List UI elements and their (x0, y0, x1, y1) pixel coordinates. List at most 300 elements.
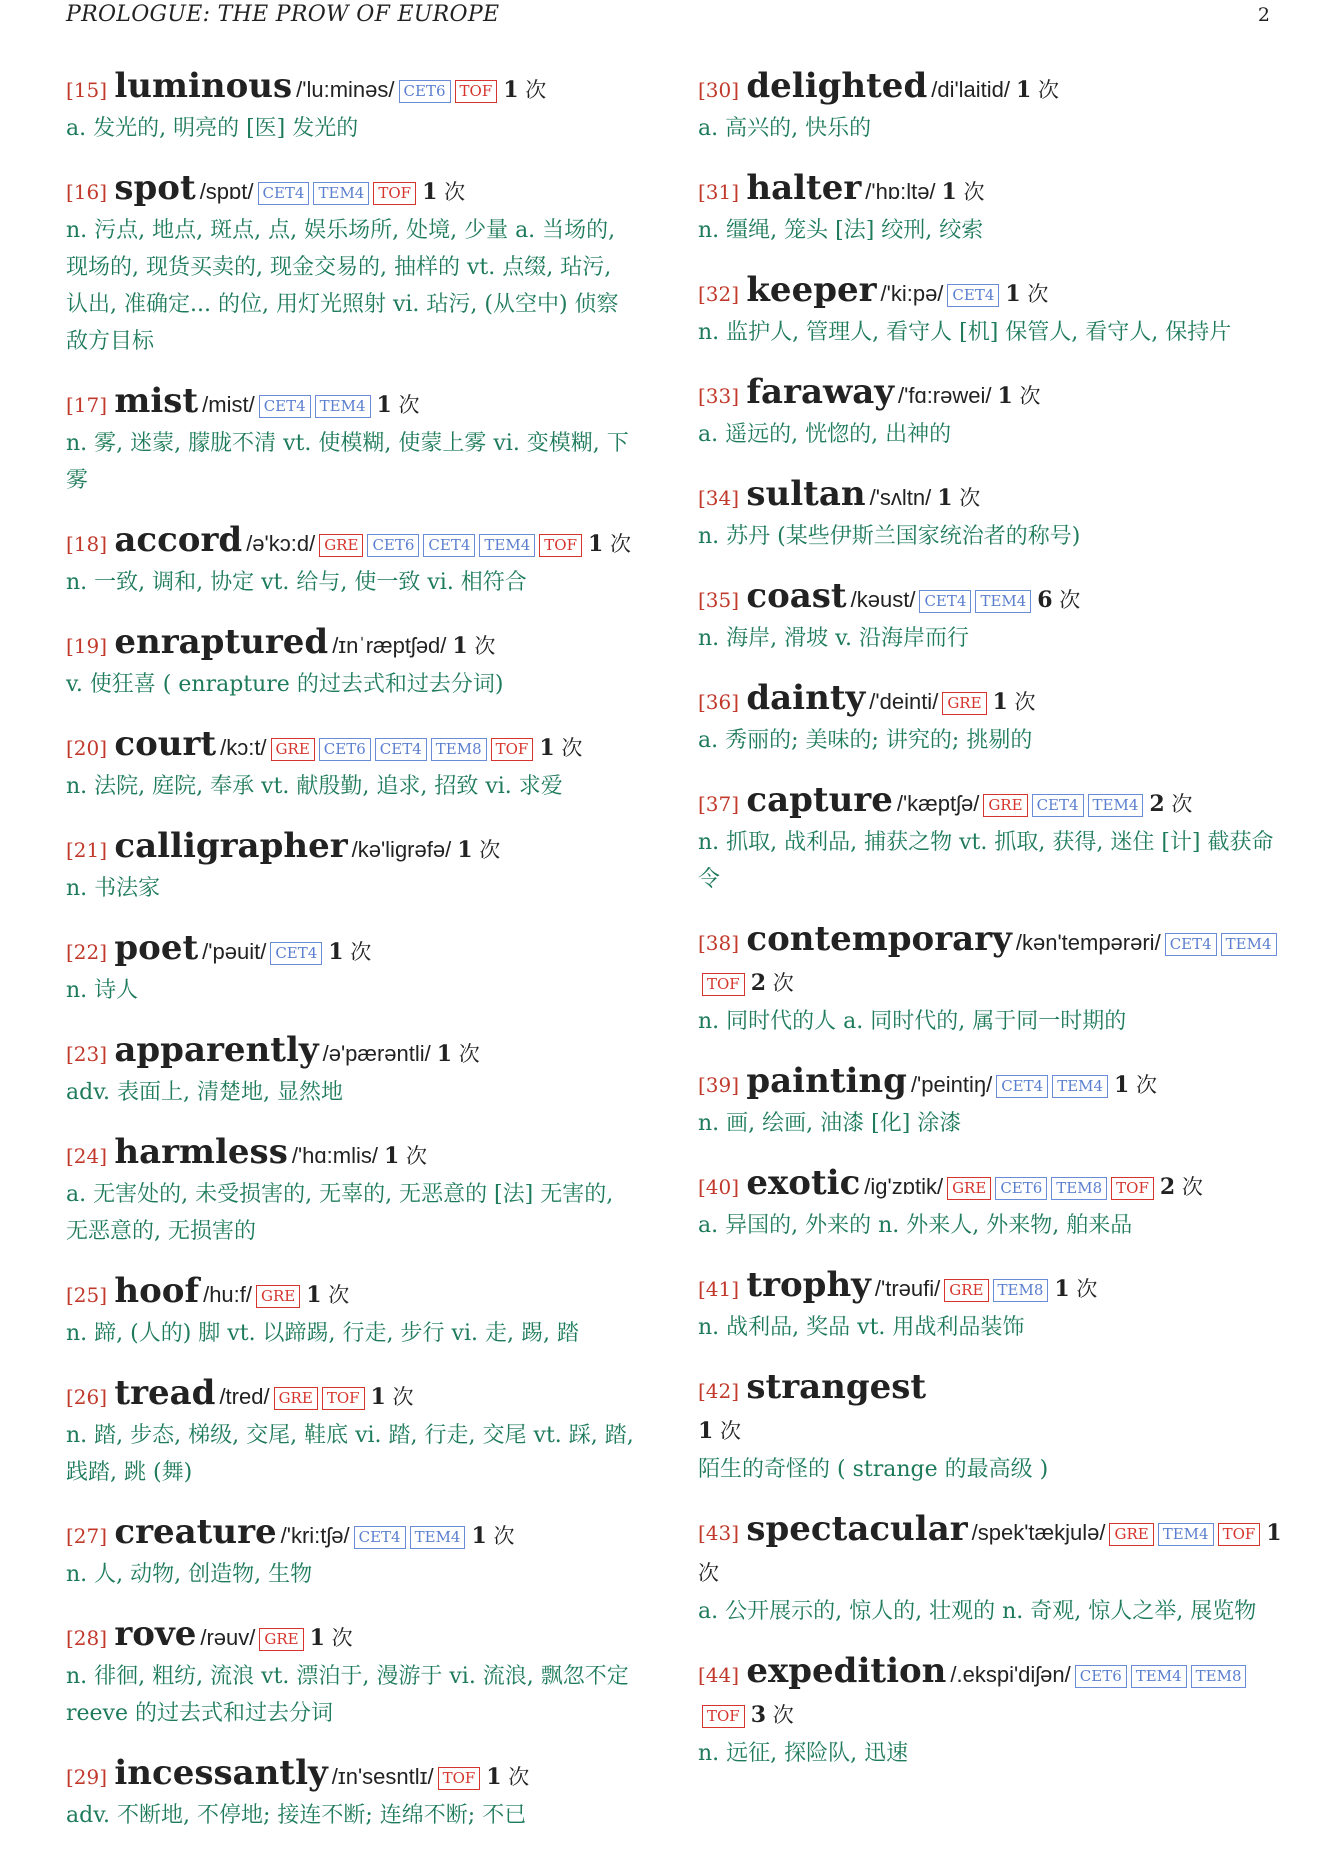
frequency (452, 634, 495, 658)
pronunciation: /mist/ (202, 392, 255, 417)
entry-number: [22] (66, 940, 108, 964)
entry-headline (66, 826, 638, 870)
frequency-count: 1 (436, 1041, 453, 1067)
exam-tag: TOF (455, 80, 498, 103)
vocab-entry (66, 1614, 638, 1732)
frequency-unit: 次 (1059, 588, 1081, 612)
exam-tag: CET4 (919, 590, 971, 613)
pronunciation: /'hɒ:ltə/ (865, 179, 936, 204)
frequency (1149, 792, 1192, 816)
headword: trophy (746, 1265, 871, 1305)
exam-tag: CET4 (259, 395, 311, 418)
frequency-unit: 次 (959, 486, 981, 510)
exam-tag: CET6 (367, 534, 419, 557)
pronunciation: /'hɑ:mlis/ (291, 1143, 378, 1168)
exam-tag: GRE (983, 794, 1027, 817)
headword: sultan (746, 474, 866, 514)
frequency (1054, 1277, 1097, 1301)
definition: n. 雾, 迷蒙, 朦胧不清 vt. 使模糊, 使蒙上雾 vi. 变模糊, 下雾 (66, 431, 629, 493)
entry-headline (66, 168, 638, 212)
running-header-title: PROLOGUE: THE PROW OF EUROPE (66, 2, 500, 27)
frequency-unit: 次 (1019, 384, 1041, 408)
frequency (437, 1042, 480, 1066)
headword: calligrapher (114, 826, 348, 866)
frequency (422, 180, 465, 204)
frequency-unit: 次 (493, 1524, 515, 1548)
headword: coast (746, 576, 847, 616)
frequency (539, 736, 582, 760)
headword: capture (746, 780, 893, 820)
frequency-unit: 次 (1136, 1073, 1158, 1097)
exam-tag: GRE (271, 738, 315, 761)
frequency-unit: 次 (772, 1703, 794, 1727)
vocab-entry (66, 1753, 638, 1834)
pronunciation: /kən'tempərəri/ (1015, 930, 1161, 955)
vocab-entry (698, 678, 1282, 759)
exam-tag: TOF (1218, 1523, 1261, 1546)
exam-tag: CET4 (270, 942, 322, 965)
definition: n. 画, 绘画, 油漆 [化] 涂漆 (698, 1111, 962, 1136)
entry-number: [18] (66, 532, 108, 556)
definition: adv. 表面上, 清楚地, 显然地 (66, 1080, 343, 1105)
vocab-entry (66, 520, 638, 601)
frequency-count: 1 (309, 1625, 325, 1651)
entry-number: [38] (698, 931, 740, 955)
exam-tag: GRE (274, 1387, 318, 1410)
pronunciation: /ə'pærəntli/ (322, 1041, 431, 1066)
frequency (751, 971, 794, 995)
entry-number: [26] (66, 1385, 108, 1409)
definition: n. 战利品, 奖品 vt. 用战利品装饰 (698, 1315, 1025, 1340)
exam-tag: GRE (1109, 1523, 1153, 1546)
exam-tag: TOF (539, 534, 582, 557)
pronunciation: /'deinti/ (869, 689, 939, 714)
frequency-unit: 次 (1181, 1175, 1203, 1199)
frequency-count: 2 (1149, 791, 1165, 817)
exam-tag: TOF (702, 973, 745, 996)
frequency-count: 1 (452, 633, 468, 659)
frequency-count: 1 (1266, 1520, 1282, 1546)
frequency-unit: 次 (458, 1042, 480, 1066)
page-number: 2 (1257, 4, 1270, 26)
vocab-entry (66, 1373, 638, 1491)
vocab-entry (698, 1651, 1282, 1772)
headword: expedition (746, 1651, 947, 1691)
entry-number: [27] (66, 1524, 108, 1548)
headword: enraptured (114, 622, 329, 662)
vocab-entry (698, 372, 1282, 453)
exam-tag: TEM4 (1221, 933, 1277, 956)
definition: 陌生的奇怪的 ( strange 的最高级 ) (698, 1457, 1049, 1482)
exam-tag: TEM4 (479, 534, 535, 557)
frequency (503, 78, 546, 102)
definition: n. 法院, 庭院, 奉承 vt. 献殷勤, 追求, 招致 vi. 求爱 (66, 774, 563, 799)
headword: luminous (114, 66, 293, 106)
pronunciation: /'sʌltn/ (869, 485, 932, 510)
frequency-count: 1 (937, 485, 953, 511)
pronunciation: /.ekspi'diʃən/ (950, 1662, 1071, 1687)
definition: n. 海岸, 滑坡 v. 沿海岸而行 (698, 626, 969, 651)
entry-number: [28] (66, 1626, 108, 1650)
frequency (1005, 282, 1048, 306)
headword: harmless (114, 1132, 288, 1172)
definition: v. 使狂喜 ( enrapture 的过去式和过去分词) (66, 672, 504, 697)
headword: dainty (746, 678, 866, 718)
frequency-count: 1 (941, 179, 957, 205)
headword: delighted (746, 66, 928, 106)
pronunciation: /ə'kɔ:d/ (246, 531, 316, 556)
entry-headline (698, 576, 1282, 620)
frequency-count: 1 (1005, 281, 1021, 307)
vocab-entry (66, 381, 638, 499)
vocab-entry (66, 1030, 638, 1111)
frequency-unit: 次 (1014, 690, 1036, 714)
frequency (306, 1283, 349, 1307)
pronunciation: /kɔ:t/ (220, 735, 267, 760)
headword: painting (746, 1061, 907, 1101)
frequency-count: 1 (587, 531, 604, 557)
pronunciation: /hu:f/ (203, 1282, 252, 1307)
pronunciation: /'kri:tʃə/ (280, 1523, 350, 1548)
frequency-unit: 次 (474, 634, 496, 658)
frequency-count: 1 (486, 1764, 502, 1790)
vocab-entry (698, 1061, 1282, 1142)
exam-tag: TEM8 (1191, 1665, 1247, 1688)
definition: n. 远征, 探险队, 迅速 (698, 1741, 909, 1766)
headword: accord (114, 520, 243, 560)
frequency (1160, 1175, 1203, 1199)
exam-tag: TOF (1111, 1177, 1154, 1200)
frequency-unit: 次 (328, 1283, 350, 1307)
frequency-count: 3 (750, 1702, 767, 1728)
frequency-unit: 次 (1171, 792, 1193, 816)
vocab-entry (698, 66, 1282, 147)
vocab-entry (66, 168, 638, 360)
frequency (486, 1765, 529, 1789)
entry-headline (66, 520, 638, 564)
definition: n. 同时代的人 a. 同时代的, 属于同一时期的 (698, 1009, 1127, 1034)
pronunciation: /'fɑ:rəwei/ (898, 383, 992, 408)
definition: n. 污点, 地点, 斑点, 点, 娱乐场所, 处境, 少量 a. 当场的, 现场的, 现货买卖的, 现金交易的, 抽样的 vt. 点缀, 玷污, 认出, 准确定... 的位, 用灯光照射 vi. 玷污, (从空中) 侦察敌方目标 (66, 218, 619, 354)
pronunciation: /kə'ligrəfə/ (351, 837, 452, 862)
exam-tag: CET6 (319, 738, 371, 761)
entry-number: [43] (698, 1521, 740, 1545)
frequency (471, 1524, 514, 1548)
pronunciation: /'ki:pə/ (880, 281, 944, 306)
definition: a. 异国的, 外来的 n. 外来人, 外来物, 舶来品 (698, 1213, 1133, 1238)
frequency-count: 1 (422, 179, 438, 205)
headword: contemporary (746, 919, 1012, 959)
entry-number: [20] (66, 736, 108, 760)
frequency-count: 1 (992, 689, 1008, 715)
entry-number: [17] (66, 393, 108, 417)
entry-headline (698, 780, 1282, 824)
definition: n. 抓取, 战利品, 捕获之物 vt. 抓取, 获得, 迷住 [计] 截获命令 (698, 830, 1274, 892)
entry-headline (698, 1265, 1282, 1309)
definition: n. 一致, 调和, 协定 vt. 给与, 使一致 vi. 相符合 (66, 570, 527, 595)
frequency-count: 1 (457, 837, 473, 863)
entry-number: [31] (698, 180, 740, 204)
definition: n. 蹄, (人的) 脚 vt. 以蹄踢, 行走, 步行 vi. 走, 踢, 踏 (66, 1321, 579, 1346)
entry-number: [40] (698, 1175, 740, 1199)
definition: a. 秀丽的; 美味的; 讲究的; 挑剔的 (698, 728, 1033, 753)
entry-number: [23] (66, 1042, 108, 1066)
exam-tag: CET4 (996, 1075, 1048, 1098)
vocab-entry (698, 474, 1282, 555)
headword: halter (746, 168, 862, 208)
entry-headline (698, 66, 1282, 110)
entry-headline (66, 66, 638, 110)
entry-headline (698, 678, 1282, 722)
headword: court (114, 724, 217, 764)
frequency-unit: 次 (698, 1561, 719, 1585)
exam-tag: TEM8 (1051, 1177, 1107, 1200)
exam-tag: TEM4 (975, 590, 1031, 613)
frequency (588, 532, 631, 556)
exam-tag: TEM4 (315, 395, 371, 418)
headword: keeper (746, 270, 877, 310)
frequency (1016, 78, 1059, 102)
pronunciation: /kəust/ (850, 587, 916, 612)
entry-headline (698, 1367, 1282, 1451)
definition: adv. 不断地, 不停地; 接连不断; 连绵不断; 不已 (66, 1803, 527, 1828)
frequency-unit: 次 (331, 1626, 353, 1650)
frequency-unit: 次 (561, 736, 583, 760)
entry-headline (698, 1163, 1282, 1207)
exam-tag: CET6 (995, 1177, 1047, 1200)
frequency-count: 1 (503, 77, 519, 103)
entry-number: [44] (698, 1663, 740, 1687)
entry-number: [35] (698, 588, 740, 612)
headword: hoof (114, 1271, 200, 1311)
entry-headline (698, 1061, 1282, 1105)
frequency (751, 1703, 794, 1727)
frequency-unit: 次 (444, 180, 466, 204)
frequency-unit: 次 (609, 532, 631, 556)
exam-tag: TEM4 (1088, 794, 1144, 817)
definition: n. 监护人, 管理人, 看守人 [机] 保管人, 看守人, 保持片 (698, 320, 1232, 345)
exam-tag: TEM4 (1052, 1075, 1108, 1098)
entry-number: [21] (66, 838, 108, 862)
definition: n. 缰绳, 笼头 [法] 绞刑, 绞索 (698, 218, 984, 243)
vocab-entry (698, 168, 1282, 249)
exam-tag: GRE (256, 1285, 300, 1308)
exam-tag: TOF (702, 1705, 745, 1728)
entry-number: [19] (66, 634, 108, 658)
pronunciation: /di'laitid/ (931, 77, 1011, 102)
left-column (66, 66, 638, 1855)
frequency-unit: 次 (405, 1144, 427, 1168)
frequency-count: 2 (1159, 1174, 1176, 1200)
frequency-unit: 次 (392, 1385, 414, 1409)
exam-tag: TOF (322, 1387, 365, 1410)
entry-number: [41] (698, 1277, 740, 1301)
definition: n. 苏丹 (某些伊斯兰国家统治者的称号) (698, 524, 1081, 549)
frequency (942, 180, 985, 204)
frequency-count: 6 (1037, 587, 1053, 613)
pronunciation: /'peintiŋ/ (910, 1072, 993, 1097)
entry-headline (698, 372, 1282, 416)
frequency-unit: 次 (350, 940, 372, 964)
entry-headline (66, 1753, 638, 1797)
frequency (937, 486, 980, 510)
exam-tag: TEM8 (993, 1279, 1049, 1302)
exam-tag: TEM4 (1131, 1665, 1187, 1688)
entry-headline (66, 1132, 638, 1176)
pronunciation: /'lu:minəs/ (296, 77, 395, 102)
headword: apparently (114, 1030, 319, 1070)
right-column (698, 66, 1282, 1793)
pronunciation: /tred/ (219, 1384, 270, 1409)
definition: n. 徘徊, 粗纺, 流浪 vt. 漂泊于, 漫游于 vi. 流浪, 飘忽不定 reeve 的过去式和过去分词 (66, 1664, 629, 1726)
exam-tag: GRE (944, 1279, 988, 1302)
exam-tag: CET4 (258, 182, 310, 205)
pronunciation: /'kæptʃə/ (896, 791, 980, 816)
pronunciation: /spɒt/ (199, 179, 254, 204)
pronunciation: /ɪn'sesntlɪ/ (331, 1764, 434, 1789)
exam-tag: GRE (942, 692, 986, 715)
headword: rove (114, 1614, 197, 1654)
exam-tag: CET4 (354, 1526, 406, 1549)
headword: strangest (746, 1367, 927, 1407)
pronunciation: /ɪnˈræptʃəd/ (332, 633, 447, 658)
frequency (1037, 588, 1080, 612)
entry-number: [29] (66, 1765, 108, 1789)
headword: incessantly (114, 1753, 328, 1793)
entry-headline (66, 1512, 638, 1556)
entry-headline (66, 1373, 638, 1417)
vocab-entry (698, 1265, 1282, 1346)
exam-tag: CET4 (375, 738, 427, 761)
entry-headline (698, 919, 1282, 1003)
frequency-unit: 次 (508, 1765, 530, 1789)
exam-tag: CET4 (1165, 933, 1217, 956)
exam-tag: CET4 (423, 534, 475, 557)
entry-number: [24] (66, 1144, 108, 1168)
headword: tread (114, 1373, 216, 1413)
definition: n. 人, 动物, 创造物, 生物 (66, 1562, 313, 1587)
definition: a. 公开展示的, 惊人的, 壮观的 n. 奇观, 惊人之举, 展览物 (698, 1599, 1257, 1624)
definition: a. 遥远的, 恍惚的, 出神的 (698, 422, 952, 447)
frequency-unit: 次 (1038, 78, 1060, 102)
vocab-entry (698, 1509, 1282, 1630)
exam-tag: TEM4 (410, 1526, 466, 1549)
entry-headline (66, 381, 638, 425)
frequency (384, 1144, 427, 1168)
entry-headline (698, 270, 1282, 314)
frequency (310, 1626, 353, 1650)
vocab-entry (698, 919, 1282, 1040)
exam-tag: TEM8 (431, 738, 487, 761)
definition: a. 无害处的, 未受损害的, 无辜的, 无恶意的 [法] 无害的, 无恶意的, 无损害的 (66, 1182, 614, 1244)
frequency (998, 384, 1041, 408)
exam-tag: CET6 (1075, 1665, 1127, 1688)
exam-tag: TOF (373, 182, 416, 205)
definition: n. 踏, 步态, 梯级, 交尾, 鞋底 vi. 踏, 行走, 交尾 vt. 踩, 踏, 践踏, 跳 (舞) (66, 1423, 634, 1485)
entry-headline (66, 622, 638, 666)
frequency (377, 393, 420, 417)
frequency-count: 1 (997, 383, 1013, 409)
frequency (371, 1385, 414, 1409)
entry-headline (66, 1030, 638, 1074)
vocab-entry (698, 1367, 1282, 1488)
frequency (993, 690, 1036, 714)
vocab-entry (66, 622, 638, 703)
entry-headline (66, 1271, 638, 1315)
exam-tag: TOF (491, 738, 534, 761)
entry-headline (66, 928, 638, 972)
frequency-unit: 次 (1076, 1277, 1098, 1301)
headword: exotic (746, 1163, 861, 1203)
headword: spectacular (746, 1509, 968, 1549)
headword: spot (114, 168, 196, 208)
frequency-unit: 次 (398, 393, 420, 417)
exam-tag: CET4 (947, 284, 999, 307)
frequency (328, 940, 371, 964)
frequency (1114, 1073, 1157, 1097)
entry-headline (698, 474, 1282, 518)
frequency (457, 838, 500, 862)
exam-tag: CET4 (1032, 794, 1084, 817)
vocab-entry (66, 1132, 638, 1250)
vocab-entry (698, 270, 1282, 351)
vocab-entry (66, 928, 638, 1009)
entry-headline (66, 1614, 638, 1658)
vocab-entry (698, 576, 1282, 657)
vocab-entry (698, 780, 1282, 898)
pronunciation: /spek'tækjulə/ (971, 1520, 1106, 1545)
definition: a. 发光的, 明亮的 [医] 发光的 (66, 116, 359, 141)
entry-number: [33] (698, 384, 740, 408)
vocab-entry (66, 826, 638, 907)
entry-number: [25] (66, 1283, 108, 1307)
entry-number: [34] (698, 486, 740, 510)
vocab-entry (698, 1163, 1282, 1244)
frequency (698, 1411, 1282, 1451)
frequency-count: 1 (1114, 1072, 1130, 1098)
vocab-entry (66, 1271, 638, 1352)
entry-number: [36] (698, 690, 740, 714)
entry-number: [30] (698, 78, 740, 102)
entry-number: [42] (698, 1379, 740, 1403)
frequency-count: 1 (1054, 1276, 1070, 1302)
exam-tag: GRE (947, 1177, 991, 1200)
frequency-unit: 次 (1027, 282, 1049, 306)
frequency-count: 1 (471, 1523, 487, 1549)
frequency-unit: 次 (772, 971, 794, 995)
vocab-entry (66, 724, 638, 805)
pronunciation: /rəuv/ (200, 1625, 256, 1650)
frequency-unit: 次 (525, 78, 547, 102)
exam-tag: CET6 (399, 80, 451, 103)
frequency-count: 1 (383, 1143, 400, 1169)
definition: n. 书法家 (66, 876, 161, 901)
entry-headline (698, 1651, 1282, 1735)
definition: n. 诗人 (66, 978, 139, 1003)
frequency-count: 1 (376, 392, 392, 418)
frequency-count: 1 (370, 1384, 386, 1410)
pronunciation: /'pəuit/ (202, 939, 267, 964)
entry-headline (698, 168, 1282, 212)
entry-headline (66, 724, 638, 768)
pronunciation: /'trəufi/ (874, 1276, 941, 1301)
exam-tag: TEM4 (1158, 1523, 1214, 1546)
headword: poet (114, 928, 199, 968)
entry-number: [37] (698, 792, 740, 816)
frequency-unit: 次 (963, 180, 985, 204)
frequency-unit: 次 (720, 1419, 741, 1443)
frequency-count: 1 (698, 1418, 714, 1444)
